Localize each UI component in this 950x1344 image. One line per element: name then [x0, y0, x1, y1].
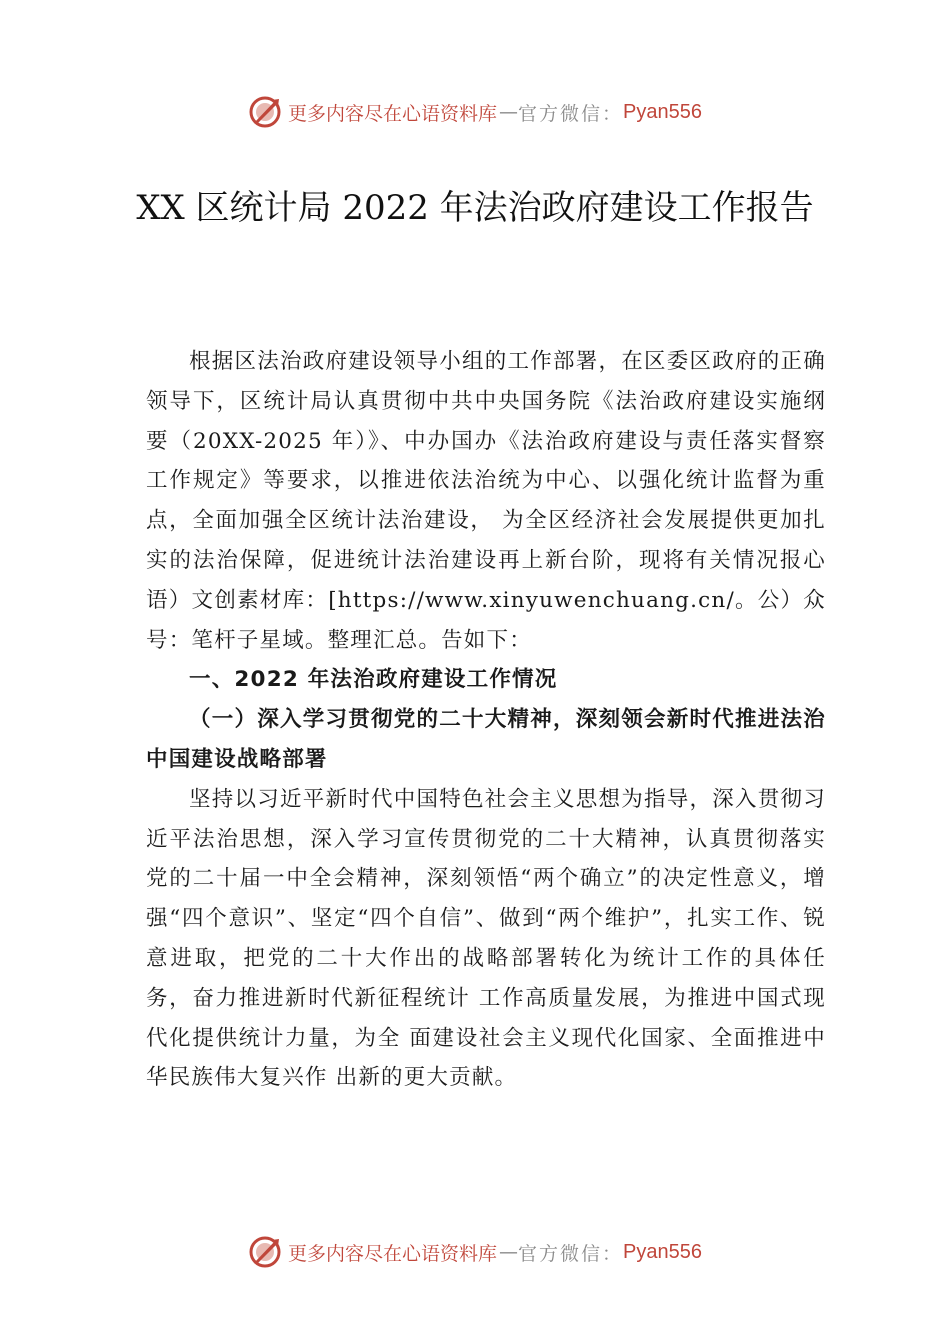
subsection-heading: （一）深入学习贯彻党的二十大精神，深刻领会新时代推进法治中国建设战略部署	[146, 707, 826, 772]
document-title: XX 区统计局 2022 年法治政府建设工作报告	[136, 188, 814, 228]
footer-watermark	[0, 1232, 950, 1272]
header-watermark	[0, 92, 950, 132]
quill-seal-icon	[248, 1235, 282, 1269]
watermark-wechat-id: Pyan556	[623, 100, 702, 123]
watermark-wechat-label: 官方微信：	[518, 102, 624, 125]
watermark-wechat-id: Pyan556	[623, 1240, 702, 1263]
watermark-separator: —	[499, 101, 519, 123]
watermark-separator: —	[499, 1241, 519, 1263]
watermark-brand: 更多内容尽在心语资料库	[288, 1242, 498, 1265]
document-body	[146, 342, 826, 1098]
intro-paragraph: 根据区法治政府建设领导小组的工作部署，在区委区政府的正确领导下，区统计局认真贯彻中共中央国务院《法治政府建设实施纲要（20XX-2025 年）》、中办国办《法治政府建设与责任落实督察工作规定》等要求，以推进依法治统为中心、以强化统计监督为重点，全面加强全区统计法治建设， 为全区经济社会发展提供更加扎实的法治保障，促进统计法治建设再上新台阶，现将有关情况报心语）文创素材库：[https://www.xinyuwenchuang.cn/。公）众号：笔杆子星域。整理汇总。告如下：	[146, 349, 826, 653]
body-paragraph: 坚持以习近平新时代中国特色社会主义思想为指导，深入贯彻习近平法治思想，深入学习宣传贯彻党的二十大精神，认真贯彻落实党的二十届一中全会精神，深刻领悟“两个确立”的决定性意义，增强“四个意识”、坚定“四个自信”、做到“两个维护”，扎实工作、锐意进取，把党的二十大作出的战略部署转化为统计工作的具体任务，奋力推进新时代新征程统计 工作高质量发展，为推进中国式现代化提供统计力量，为全 面建设社会主义现代化国家、全面推进中华民族伟大复兴作 出新的更大贡献。	[146, 786, 826, 1091]
section-heading: 一、2022 年法治政府建设工作情况	[189, 667, 558, 693]
quill-seal-icon	[248, 95, 282, 129]
watermark-brand: 更多内容尽在心语资料库	[288, 102, 498, 125]
watermark-wechat-label: 官方微信：	[518, 1242, 624, 1265]
